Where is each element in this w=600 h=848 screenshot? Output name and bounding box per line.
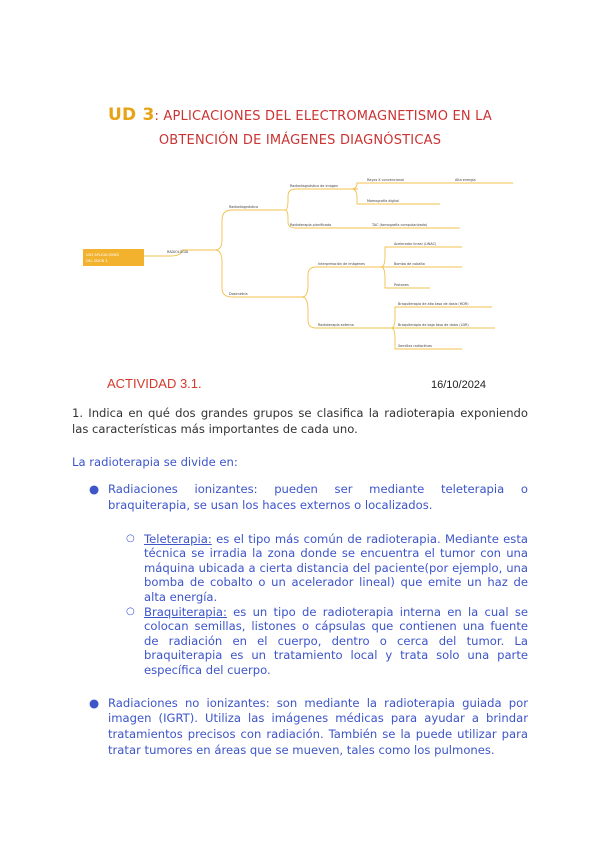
sub-list-item [108,605,528,678]
bullet-icon: ● [89,695,100,710]
question-text: 1. Indica en qué dos grandes grupos se clasifica la radioterapia exponiendo las características más importantes de cada uno. [72,406,528,436]
group-text: Radiaciones no ionizantes: son mediante la radioterapia guiada por imagen (IGRT). Utiliza las imágenes médicas para ayudar a brindar tratamientos precisos con radiación. También se la puede utilizar para tratar tumores en áreas que se mueven, tales como los pulmones. [108,695,528,757]
hollow-bullet-icon: ○ [126,605,135,617]
activity-heading: ACTIVIDAD 3.1. [107,376,202,391]
mind-map-root-node [83,249,144,266]
mind-map-root-line1: UD3 APLICACIONES [86,253,120,257]
mind-map-leaf: Rayos X convencional [367,178,405,182]
title-line1-text: : APLICACIONES DEL ELECTROMAGNETISMO EN LA [154,109,492,124]
mind-map-leaf: Braquiterapia de alta tasa de dosis (HDR) [398,302,469,306]
bullet-icon: ● [89,482,100,496]
mind-map-branch: Dosimetría [229,292,248,296]
mind-map-branch: Radiodiagnóstico de imagen [290,184,339,188]
list-item [72,696,528,759]
mind-map-branch: Radioterapia planificada [290,223,332,227]
mind-map-leaf: Alta energía [455,178,476,182]
term-description: es un tipo de radioterapia interna en la cual se colocan semillas, listones o cápsulas que contienen una fuente de radiación en el cuerpo, dentro o cerca del tumor. La braquiterapia es un tratamiento local y trata solo una parte específica del cuerpo. [144,604,528,677]
activity-date: 16/10/2024 [431,379,487,391]
group-text: Radiaciones ionizantes: pueden ser mediante teleterapia o braquiterapia, se usan los haces externos o localizados. [108,482,528,512]
list-item [72,482,528,678]
unit-label: UD 3 [108,105,155,125]
term-label: Teleterapia: [144,531,212,546]
mind-map-branch: Radiodiagnóstico [229,205,259,209]
sub-list-item [108,532,528,605]
page-title-line2: OBTENCIÓN DE IMÁGENES DIAGNÓSTICAS [158,133,442,148]
mind-map-leaf: Braquiterapia de baja tasa de dosis (LDR) [398,323,469,327]
mind-map-branch: Radioterapia externa [318,323,354,327]
mind-map-leaf: TAC (tomografía computarizada) [372,223,428,227]
mind-map-leaf: Acelerador lineal (LINAC) [394,242,437,246]
mind-map-root-line2: DEL ODON 3 [86,259,108,263]
mind-map-branch: Interpretación de imágenes [318,262,365,266]
term-label: Braquiterapia: [144,604,227,619]
sub-list [108,532,528,678]
mind-map-level1: RADIOLOGÍA [167,250,189,254]
answer-intro: La radioterapia se divide en: [72,455,238,469]
hollow-bullet-icon: ○ [126,532,135,544]
term-description: es el tipo más común de radioterapia. Mediante esta técnica se irradia la zona donde se encuentra el tumor con una máquina ubicada a cierta distancia del paciente(por ejemplo, una bomba de cobalto o un acelerador lineal) que emite un haz de alta energía. [144,531,528,604]
answer-list [72,482,528,759]
mind-map-leaf: Protones [394,283,409,287]
mind-map-leaf: Bomba de cobalto [394,262,425,266]
mind-map-leaf: Semillas radiactivas [398,344,432,348]
mind-map-leaf: Mamografía digital [367,199,399,203]
